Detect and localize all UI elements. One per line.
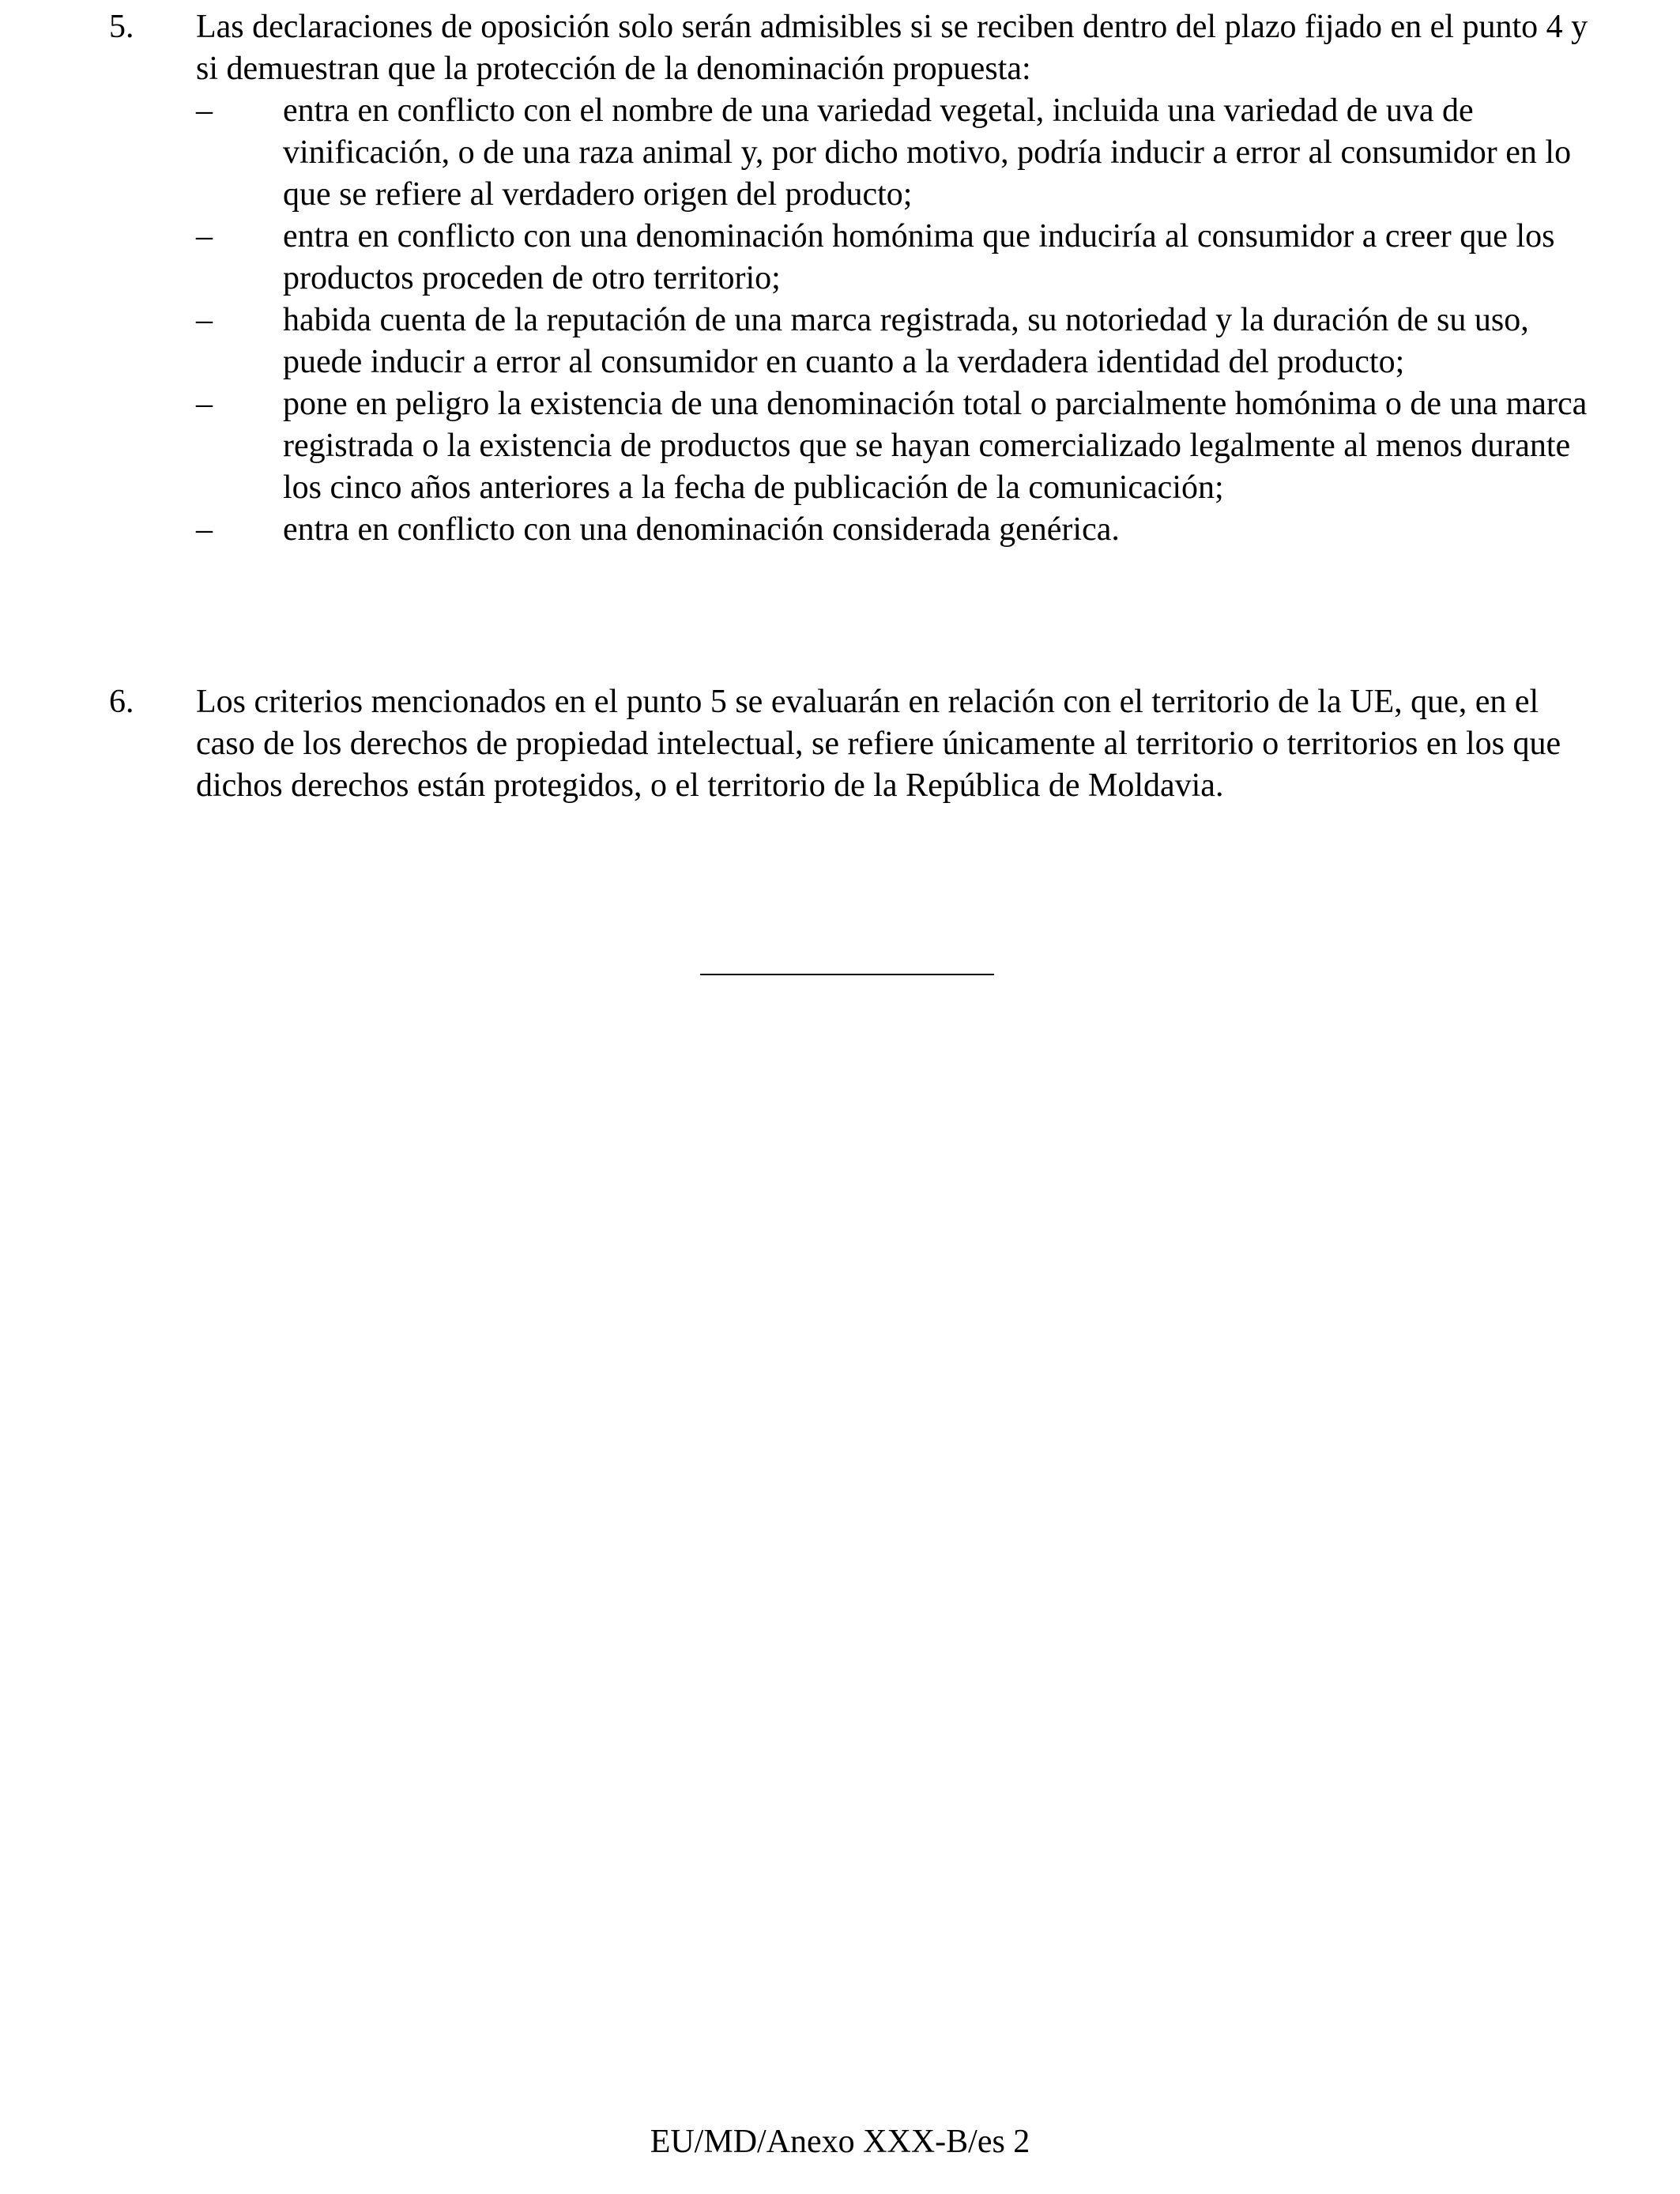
list-item bbox=[196, 300, 1595, 383]
list-item-text: pone en peligro la existencia de una denominación total o parcialmente homónima o de una marca registrada o la existencia de productos que se hayan comercializado legalmente al menos durante los cinco años anteriores a la fecha de publicación de la comunicación; bbox=[283, 386, 1588, 506]
paragraph-number: 5. bbox=[109, 9, 134, 45]
end-separator-line bbox=[700, 974, 994, 975]
dash-bullet: – bbox=[196, 302, 213, 338]
paragraph-number: 6. bbox=[109, 684, 134, 720]
list-item bbox=[196, 90, 1595, 216]
paragraph-body bbox=[196, 6, 1595, 551]
list-item-text: entra en conflicto con el nombre de una variedad vegetal, incluida una variedad de uva de vinificación, o de una raza animal y, por dicho motivo, podría inducir a error al consumidor en lo que se refiere al verdadero origen del producto; bbox=[283, 92, 1572, 213]
list-item bbox=[196, 216, 1595, 300]
dash-bullet: – bbox=[196, 511, 213, 548]
list-item-text: entra en conflicto con una denominación considerada genérica. bbox=[283, 511, 1120, 548]
list-item bbox=[196, 509, 1595, 551]
paragraph-body bbox=[196, 681, 1595, 807]
list-item bbox=[196, 383, 1595, 509]
dash-bullet: – bbox=[196, 218, 213, 254]
list-item-text: habida cuenta de la reputación de una marca registrada, su notoriedad y la duración de su uso, puede inducir a error al consumidor en cuanto a la verdadera identidad del producto; bbox=[283, 302, 1529, 380]
dash-bullet: – bbox=[196, 92, 213, 129]
paragraph-intro: Los criterios mencionados en el punto 5 se evaluarán en relación con el territorio de la UE, que, en el caso de los derechos de propiedad intelectual, se refiere únicamente al territorio o territorios en los que dichos derechos están protegidos, o el territorio de la República de Moldavia. bbox=[196, 684, 1561, 804]
bullet-list bbox=[196, 90, 1595, 551]
dash-bullet: – bbox=[196, 386, 213, 422]
page-footer: EU/MD/Anexo XXX-B/es 2 bbox=[650, 2124, 1030, 2160]
list-item-text: entra en conflicto con una denominación homónima que induciría al consumidor a creer que los productos proceden de otro territorio; bbox=[283, 218, 1555, 296]
paragraph-intro: Las declaraciones de oposición solo serán admisibles si se reciben dentro del plazo fijado en el punto 4 y si demuestran que la protección de la denominación propuesta: bbox=[196, 9, 1588, 87]
